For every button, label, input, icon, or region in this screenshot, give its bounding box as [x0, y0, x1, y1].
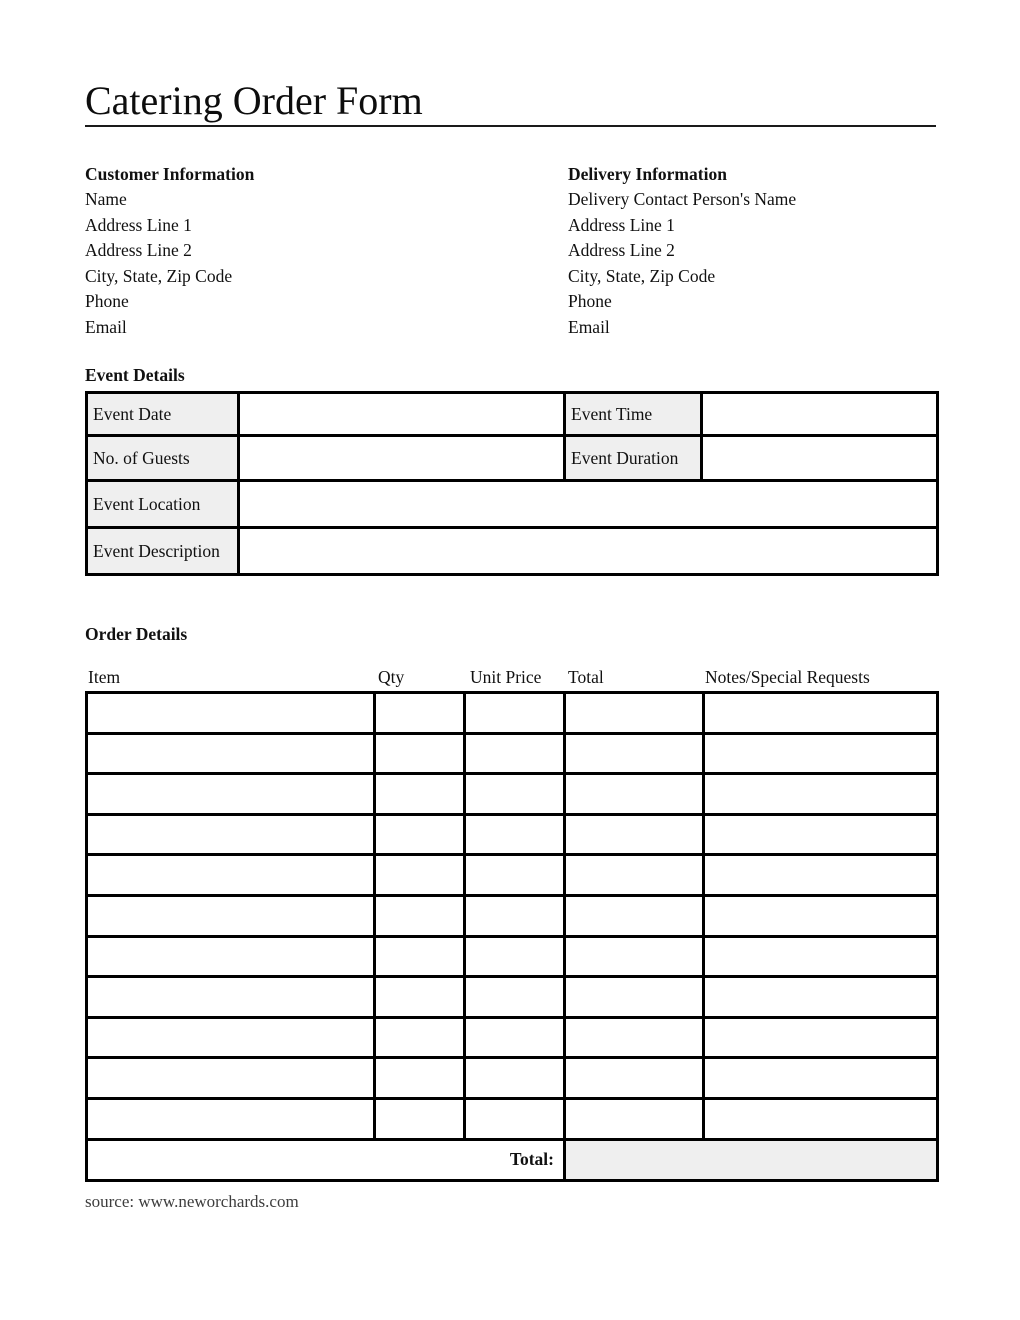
column-header-unit-price: Unit Price [470, 667, 542, 687]
order-cell-total [565, 693, 704, 734]
customer-information-fields [85, 187, 568, 341]
delivery-field-label-1: Address Line 1 [568, 214, 675, 235]
order-cell-qty [375, 693, 465, 734]
order-cell-notes-special-requests [704, 693, 938, 734]
customer-information-heading: Customer Information [85, 164, 255, 184]
customer-field-label-2: Address Line 2 [85, 240, 192, 261]
event-details-table [85, 391, 939, 576]
customer-field-label-4: Phone [85, 291, 129, 312]
order-items-table [85, 691, 939, 1182]
customer-field-label-5: Email [85, 316, 127, 337]
order-cell-total [565, 855, 704, 896]
order-cell-qty [375, 774, 465, 815]
order-cell-notes-special-requests [704, 936, 938, 977]
order-cell-unit-price [465, 693, 565, 734]
order-cell-item [87, 733, 375, 774]
contact-info-section [85, 161, 936, 341]
delivery-field-label-2: Address Line 2 [568, 240, 675, 261]
order-cell-notes-special-requests [704, 895, 938, 936]
order-cell-total [565, 733, 704, 774]
order-cell-item [87, 936, 375, 977]
order-cell-item [87, 1058, 375, 1099]
order-row-4 [87, 814, 938, 855]
order-row-6 [87, 895, 938, 936]
order-cell-total [565, 814, 704, 855]
order-row-8 [87, 977, 938, 1018]
column-header-total: Total [568, 667, 604, 687]
order-blank-rows [87, 693, 938, 1140]
order-cell-notes-special-requests [704, 1017, 938, 1058]
order-cell-item [87, 693, 375, 734]
order-row-5 [87, 855, 938, 896]
title-underline-rule [85, 125, 936, 127]
order-cell-unit-price [465, 814, 565, 855]
event-location-value [239, 481, 938, 528]
order-cell-total [565, 1058, 704, 1099]
order-cell-qty [375, 855, 465, 896]
order-cell-qty [375, 814, 465, 855]
order-row-11 [87, 1098, 938, 1139]
order-cell-qty [375, 1017, 465, 1058]
order-total-label: Total: [87, 1139, 565, 1180]
column-header-qty: Qty [378, 667, 405, 687]
order-cell-notes-special-requests [704, 1098, 938, 1139]
order-cell-notes-special-requests [704, 977, 938, 1018]
order-cell-unit-price [465, 1017, 565, 1058]
order-cell-notes-special-requests [704, 1058, 938, 1099]
order-cell-unit-price [465, 936, 565, 977]
order-cell-unit-price [465, 977, 565, 1018]
source-note: source: www.neworchards.com [85, 1192, 299, 1211]
event-row-date-time [87, 393, 938, 436]
page-title: Catering Order Form [85, 78, 423, 123]
customer-information-block [85, 161, 568, 341]
event-description-value [239, 528, 938, 575]
order-cell-item [87, 855, 375, 896]
order-cell-qty [375, 895, 465, 936]
order-cell-item [87, 1017, 375, 1058]
order-cell-notes-special-requests [704, 733, 938, 774]
order-cell-unit-price [465, 733, 565, 774]
order-details-heading: Order Details [85, 624, 188, 644]
order-cell-total [565, 1098, 704, 1139]
no-of-guests-label: No. of Guests [87, 436, 239, 481]
event-location-label: Event Location [87, 481, 239, 528]
event-date-label: Event Date [87, 393, 239, 436]
order-row-7 [87, 936, 938, 977]
order-cell-item [87, 814, 375, 855]
customer-field-label-3: City, State, Zip Code [85, 265, 233, 286]
delivery-field-label-4: Phone [568, 291, 612, 312]
order-cell-total [565, 1017, 704, 1058]
no-of-guests-value [239, 436, 565, 481]
order-cell-unit-price [465, 774, 565, 815]
order-cell-qty [375, 936, 465, 977]
event-row-location [87, 481, 938, 528]
delivery-information-fields [568, 187, 936, 341]
event-time-value [702, 393, 938, 436]
order-row-1 [87, 693, 938, 734]
order-total-row [87, 1139, 938, 1180]
event-time-label: Event Time [565, 393, 702, 436]
order-cell-total [565, 977, 704, 1018]
order-cell-item [87, 774, 375, 815]
event-row-guests-duration [87, 436, 938, 481]
order-row-3 [87, 774, 938, 815]
column-header-item: Item [88, 667, 121, 687]
customer-field-label-0: Name [85, 189, 127, 209]
order-cell-unit-price [465, 895, 565, 936]
event-date-value [239, 393, 565, 436]
delivery-field-label-3: City, State, Zip Code [568, 265, 716, 286]
event-row-description [87, 528, 938, 575]
order-total-value [565, 1139, 938, 1180]
order-row-10 [87, 1058, 938, 1099]
order-cell-total [565, 774, 704, 815]
order-total-section [87, 1139, 938, 1180]
order-cell-qty [375, 733, 465, 774]
delivery-information-heading: Delivery Information [568, 164, 727, 184]
column-header-notes-special-requests: Notes/Special Requests [705, 667, 870, 687]
order-cell-total [565, 936, 704, 977]
event-duration-label: Event Duration [565, 436, 702, 481]
order-column-headers [85, 667, 936, 689]
order-cell-item [87, 977, 375, 1018]
customer-field-label-1: Address Line 1 [85, 214, 192, 235]
order-cell-notes-special-requests [704, 814, 938, 855]
order-cell-qty [375, 1058, 465, 1099]
order-cell-qty [375, 977, 465, 1018]
delivery-information-block [568, 161, 936, 341]
event-description-label: Event Description [87, 528, 239, 575]
order-row-9 [87, 1017, 938, 1058]
order-cell-item [87, 895, 375, 936]
event-duration-value [702, 436, 938, 481]
order-cell-total [565, 895, 704, 936]
event-details-heading: Event Details [85, 365, 185, 385]
order-cell-item [87, 1098, 375, 1139]
order-cell-unit-price [465, 855, 565, 896]
order-cell-notes-special-requests [704, 855, 938, 896]
order-cell-unit-price [465, 1098, 565, 1139]
order-cell-unit-price [465, 1058, 565, 1099]
order-cell-qty [375, 1098, 465, 1139]
delivery-field-label-0: Delivery Contact Person's Name [568, 189, 797, 209]
order-row-2 [87, 733, 938, 774]
delivery-field-label-5: Email [568, 316, 610, 337]
order-cell-notes-special-requests [704, 774, 938, 815]
